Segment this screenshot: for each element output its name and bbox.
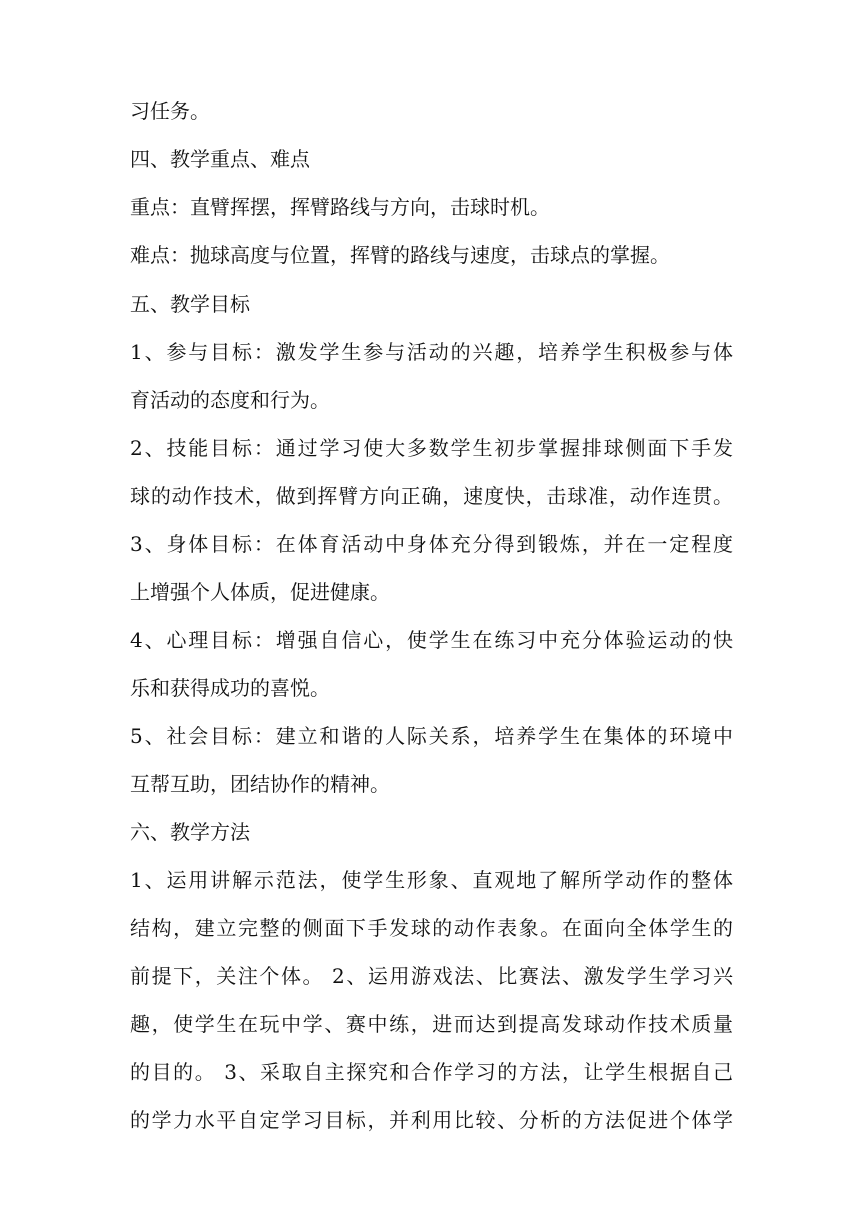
text-line: 4、心理目标：增强自信心，使学生在练习中充分体验运动的快: [130, 628, 733, 652]
text-line: 趣，使学生在玩中学、赛中练，进而达到提高发球动作技术质量: [130, 1012, 733, 1036]
text-line: 1、参与目标：激发学生参与活动的兴趣，培养学生积极参与体: [130, 340, 733, 364]
text-line: 互帮互助，团结协作的精神。: [130, 772, 390, 796]
text-line: 习任务。: [130, 99, 210, 123]
text-line: 2、技能目标：通过学习使大多数学生初步掌握排球侧面下手发: [130, 436, 733, 460]
text-line: 的目的。 3、采取自主探究和合作学习的方法，让学生根据自己: [130, 1060, 733, 1084]
text-line: 5、社会目标：建立和谐的人际关系，培养学生在集体的环境中: [130, 724, 733, 748]
text-line: 上增强个人体质，促进健康。: [130, 580, 390, 604]
text-line: 1、运用讲解示范法，使学生形象、直观地了解所学动作的整体: [130, 868, 733, 892]
section-heading: 四、教学重点、难点: [130, 147, 310, 171]
text-line: 3、身体目标：在体育活动中身体充分得到锻炼，并在一定程度: [130, 532, 733, 556]
text-line: 前提下，关注个体。 2、运用游戏法、比赛法、激发学生学习兴: [130, 964, 733, 988]
text-line: 难点：抛球高度与位置，挥臂的路线与速度，击球点的掌握。: [130, 243, 670, 267]
text-line: 乐和获得成功的喜悦。: [130, 676, 330, 700]
text-line: 球的动作技术，做到挥臂方向正确，速度快，击球准，动作连贯。: [130, 484, 733, 508]
section-heading: 六、教学方法: [130, 820, 250, 844]
text-line: 育活动的态度和行为。: [130, 388, 330, 412]
text-line: 重点：直臂挥摆，挥臂路线与方向，击球时机。: [130, 195, 550, 219]
section-heading: 五、教学目标: [130, 292, 250, 316]
text-line: 结构，建立完整的侧面下手发球的动作表象。在面向全体学生的: [130, 916, 733, 940]
text-line: 的学力水平自定学习目标，并利用比较、分析的方法促进个体学: [130, 1108, 733, 1132]
